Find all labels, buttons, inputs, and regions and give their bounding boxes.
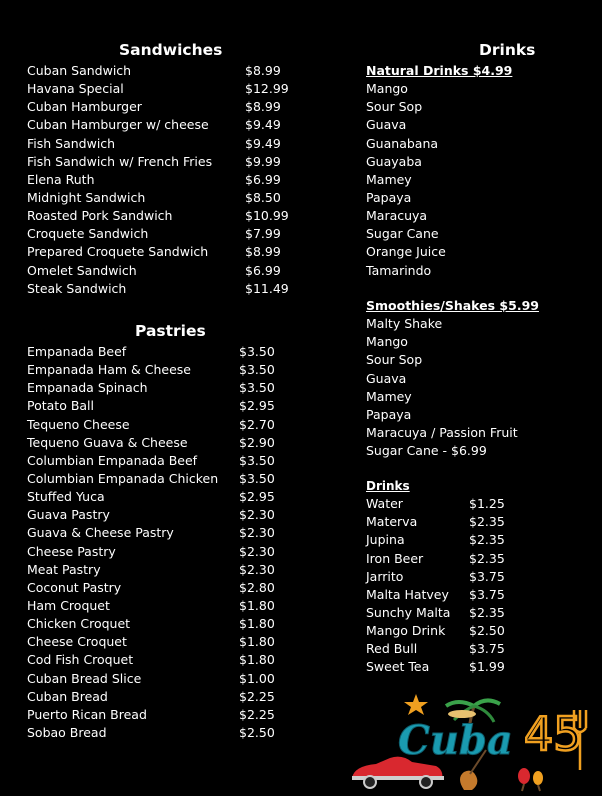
sandwich-item [27, 135, 327, 153]
sandwich-item [27, 189, 327, 207]
sandwich-item-price: $8.50 [245, 189, 281, 205]
pastry-item-name: Cheese Croquet [27, 634, 127, 650]
drink-item-price: $2.50 [469, 623, 505, 639]
pastry-item-name: Columbian Empanada Beef [27, 452, 198, 468]
smoothies-list [366, 315, 596, 460]
pastry-item-price: $3.50 [239, 344, 275, 359]
sandwich-item [27, 225, 327, 243]
pastry-item [27, 524, 327, 542]
pastry-item-price: $2.30 [239, 543, 275, 559]
pastry-item-name: Stuffed Yuca [27, 489, 105, 505]
smoothie-item: Sugar Cane - $6.99 [366, 443, 487, 459]
smoothie-item: Guava [366, 370, 407, 386]
sandwich-item-price: $12.99 [245, 81, 289, 97]
sandwich-item-name: Omelet Sandwich [27, 262, 137, 278]
pastry-item [27, 651, 327, 669]
sandwich-item-price: $6.99 [245, 262, 281, 278]
natural-drink-item: Maracuya [366, 208, 428, 224]
sandwich-item [27, 80, 327, 98]
sandwich-item-price: $9.99 [245, 153, 281, 169]
pastry-item-name: Meat Pastry [27, 561, 101, 577]
drink-item-price: $2.35 [469, 514, 505, 530]
drink-item-price: $3.75 [469, 568, 505, 584]
sandwich-item [27, 116, 327, 134]
drink-item-name: Sunchy Malta [366, 604, 451, 620]
natural-drinks-title: Natural Drinks $4.99 [366, 63, 513, 78]
smoothie-item: Sour Sop [366, 352, 423, 368]
pastry-item [27, 452, 327, 470]
pastry-item-price: $1.80 [239, 616, 275, 632]
pastry-item-name: Puerto Rican Bread [27, 706, 147, 722]
sandwich-item-name: Cuban Sandwich [27, 63, 132, 78]
pastry-item [27, 379, 327, 397]
drink-item-price: $2.35 [469, 550, 505, 566]
drink-item-price: $3.75 [469, 641, 505, 657]
drink-item [366, 622, 586, 640]
natural-drink-item: Guava [366, 117, 407, 133]
logo-cuba-text: Cuba [398, 717, 513, 764]
natural-drink-item: Papaya [366, 189, 412, 205]
smoothie-item: Malty Shake [366, 316, 443, 332]
pastry-item [27, 615, 327, 633]
sandwich-item-price: $6.99 [245, 171, 281, 187]
sandwich-item-price: $8.99 [245, 99, 281, 115]
pastry-item-name: Coconut Pastry [27, 579, 122, 595]
sandwich-item-price: $8.99 [245, 244, 281, 260]
sandwich-item-name: Cuban Hamburger w/ cheese [27, 117, 209, 133]
pastry-item-name: Guava & Cheese Pastry [27, 525, 174, 541]
pastry-item [27, 561, 327, 579]
star-icon [404, 694, 428, 715]
drink-item-price: $1.99 [469, 659, 505, 675]
sandwiches-heading: Sandwiches [119, 41, 223, 59]
natural-drinks-list [366, 80, 586, 280]
sandwich-item-name: Prepared Croquete Sandwich [27, 244, 209, 260]
pastry-item [27, 543, 327, 561]
drink-item-name: Water [366, 496, 403, 512]
sandwich-item-price: $9.49 [245, 117, 281, 133]
pastry-item [27, 488, 327, 506]
pastry-item-price: $1.80 [239, 652, 275, 668]
sandwich-item-name: Fish Sandwich [27, 135, 116, 151]
drink-item-name: Red Bull [366, 641, 418, 657]
pastry-item-name: Columbian Empanada Chicken [27, 470, 219, 486]
pastry-item [27, 579, 327, 597]
sandwich-item [27, 207, 327, 225]
sandwich-item-price: $8.99 [245, 63, 281, 78]
sandwich-list [27, 62, 327, 298]
sandwich-item-name: Fish Sandwich w/ French Fries [27, 153, 213, 169]
natural-drink-item: Orange Juice [366, 244, 446, 260]
pastries-heading: Pastries [135, 322, 206, 340]
pastry-item-name: Empanada Ham & Cheese [27, 362, 191, 378]
natural-drink-item: Guayaba [366, 153, 422, 169]
drink-item [366, 513, 586, 531]
smoothie-item: Papaya [366, 406, 412, 422]
pastry-item-price: $2.30 [239, 561, 275, 577]
pastry-item-name: Sobao Bread [27, 724, 107, 740]
pastry-item-name: Cuban Bread [27, 688, 108, 704]
pastry-item-price: $2.80 [239, 579, 275, 595]
sandwich-item-name: Elena Ruth [27, 171, 95, 187]
pastry-item-price: $3.50 [239, 380, 275, 396]
drink-item-name: Malta Hatvey [366, 586, 449, 602]
pastry-item [27, 506, 327, 524]
pastry-item-price: $2.95 [239, 489, 275, 505]
pastry-item [27, 470, 327, 488]
sandwich-item-price: $7.99 [245, 226, 281, 242]
pastry-item-price: $2.70 [239, 416, 275, 432]
drink-item [366, 568, 586, 586]
pastry-item-name: Empanada Beef [27, 344, 127, 359]
drink-item-name: Iron Beer [366, 550, 424, 566]
pastry-item-name: Empanada Spinach [27, 380, 148, 396]
pastry-item-name: Chicken Croquet [27, 616, 131, 632]
sandwich-item-price: $11.49 [245, 280, 289, 296]
natural-drinks-section [366, 62, 586, 280]
pastry-list [27, 343, 327, 742]
drink-item-price: $2.35 [469, 532, 505, 548]
natural-drink-item: Guanabana [366, 135, 439, 151]
drink-item [366, 531, 586, 549]
pastry-item-name: Tequeno Cheese [27, 416, 130, 432]
drink-item-name: Mango Drink [366, 623, 446, 639]
pastry-item [27, 688, 327, 706]
smoothie-item: Mamey [366, 388, 412, 404]
pastry-item [27, 597, 327, 615]
smoothie-item: Maracuya / Passion Fruit [366, 424, 518, 440]
pastry-item-price: $2.30 [239, 525, 275, 541]
drink-item-price: $3.75 [469, 586, 505, 602]
sandwich-item [27, 243, 327, 261]
natural-drink-item: Mango [366, 81, 408, 97]
drink-item [366, 586, 586, 604]
pastry-item [27, 397, 327, 415]
sandwich-item [27, 171, 327, 189]
drinks-heading: Drinks [479, 41, 536, 59]
sandwich-item-price: $9.49 [245, 135, 281, 151]
logo-number: 45 [524, 707, 583, 761]
drink-item [366, 604, 586, 622]
pastry-item-name: Cuban Bread Slice [27, 670, 142, 686]
sandwich-item-name: Steak Sandwich [27, 280, 127, 296]
other-drinks-title: Drinks [366, 479, 410, 493]
pastry-item-price: $3.50 [239, 452, 275, 468]
smoothie-item: Mango [366, 334, 408, 350]
drink-item [366, 640, 586, 658]
natural-drink-item: Sour Sop [366, 99, 423, 115]
drink-item-price: $2.35 [469, 604, 505, 620]
pastry-item [27, 361, 327, 379]
natural-drink-item: Sugar Cane [366, 226, 439, 242]
drink-item-price: $1.25 [469, 496, 505, 512]
pastry-item-name: Ham Croquet [27, 597, 110, 613]
pastry-item-price: $3.50 [239, 362, 275, 378]
pastry-item-price: $1.00 [239, 670, 275, 686]
natural-drink-item: Mamey [366, 171, 412, 187]
pastry-item-name: Cod Fish Croquet [27, 652, 134, 668]
sandwich-item-price: $10.99 [245, 208, 289, 224]
other-drinks-list [366, 495, 586, 676]
maracas-icon [518, 768, 543, 791]
drink-item [366, 495, 586, 513]
sandwich-item [27, 153, 327, 171]
smoothies-section [366, 297, 596, 460]
pastry-item [27, 343, 327, 361]
other-drinks-section [366, 477, 586, 677]
sandwich-item [27, 98, 327, 116]
sandwich-item-name: Cuban Hamburger [27, 99, 142, 115]
pastry-item-name: Potato Ball [27, 398, 95, 414]
pastry-item-price: $2.90 [239, 434, 275, 450]
pastry-item [27, 724, 327, 742]
cuba-45-logo [346, 692, 596, 792]
sandwich-item-name: Croquete Sandwich [27, 226, 149, 242]
pastry-item [27, 633, 327, 651]
sandwich-item-name: Roasted Pork Sandwich [27, 208, 173, 224]
pastry-item [27, 670, 327, 688]
pastry-item [27, 706, 327, 724]
drink-item-name: Jupina [366, 532, 405, 548]
pastry-item [27, 416, 327, 434]
sandwich-item-name: Havana Special [27, 81, 124, 97]
drink-item-name: Jarrito [366, 568, 404, 584]
natural-drink-item: Tamarindo [366, 262, 432, 278]
smoothies-title: Smoothies/Shakes $5.99 [366, 298, 539, 313]
sandwich-item [27, 62, 327, 80]
pastry-item-name: Guava Pastry [27, 507, 110, 523]
pastry-item-price: $3.50 [239, 470, 275, 486]
pastry-item-price: $1.80 [239, 597, 275, 613]
pastry-item-price: $2.50 [239, 724, 275, 740]
pastry-item [27, 434, 327, 452]
sandwich-item-name: Midnight Sandwich [27, 189, 146, 205]
pastry-item-price: $2.25 [239, 706, 275, 722]
drink-item-name: Sweet Tea [366, 659, 430, 675]
drink-item-name: Materva [366, 514, 418, 530]
pastry-item-name: Cheese Pastry [27, 543, 116, 559]
pastry-item-price: $2.30 [239, 507, 275, 523]
pastry-item-price: $2.25 [239, 688, 275, 704]
pastry-item-name: Tequeno Guava & Cheese [27, 434, 188, 450]
pastry-item-price: $2.95 [239, 398, 275, 414]
drink-item [366, 658, 586, 676]
sandwich-item [27, 280, 327, 298]
drink-item [366, 550, 586, 568]
sandwich-item [27, 262, 327, 280]
pastry-item-price: $1.80 [239, 634, 275, 650]
